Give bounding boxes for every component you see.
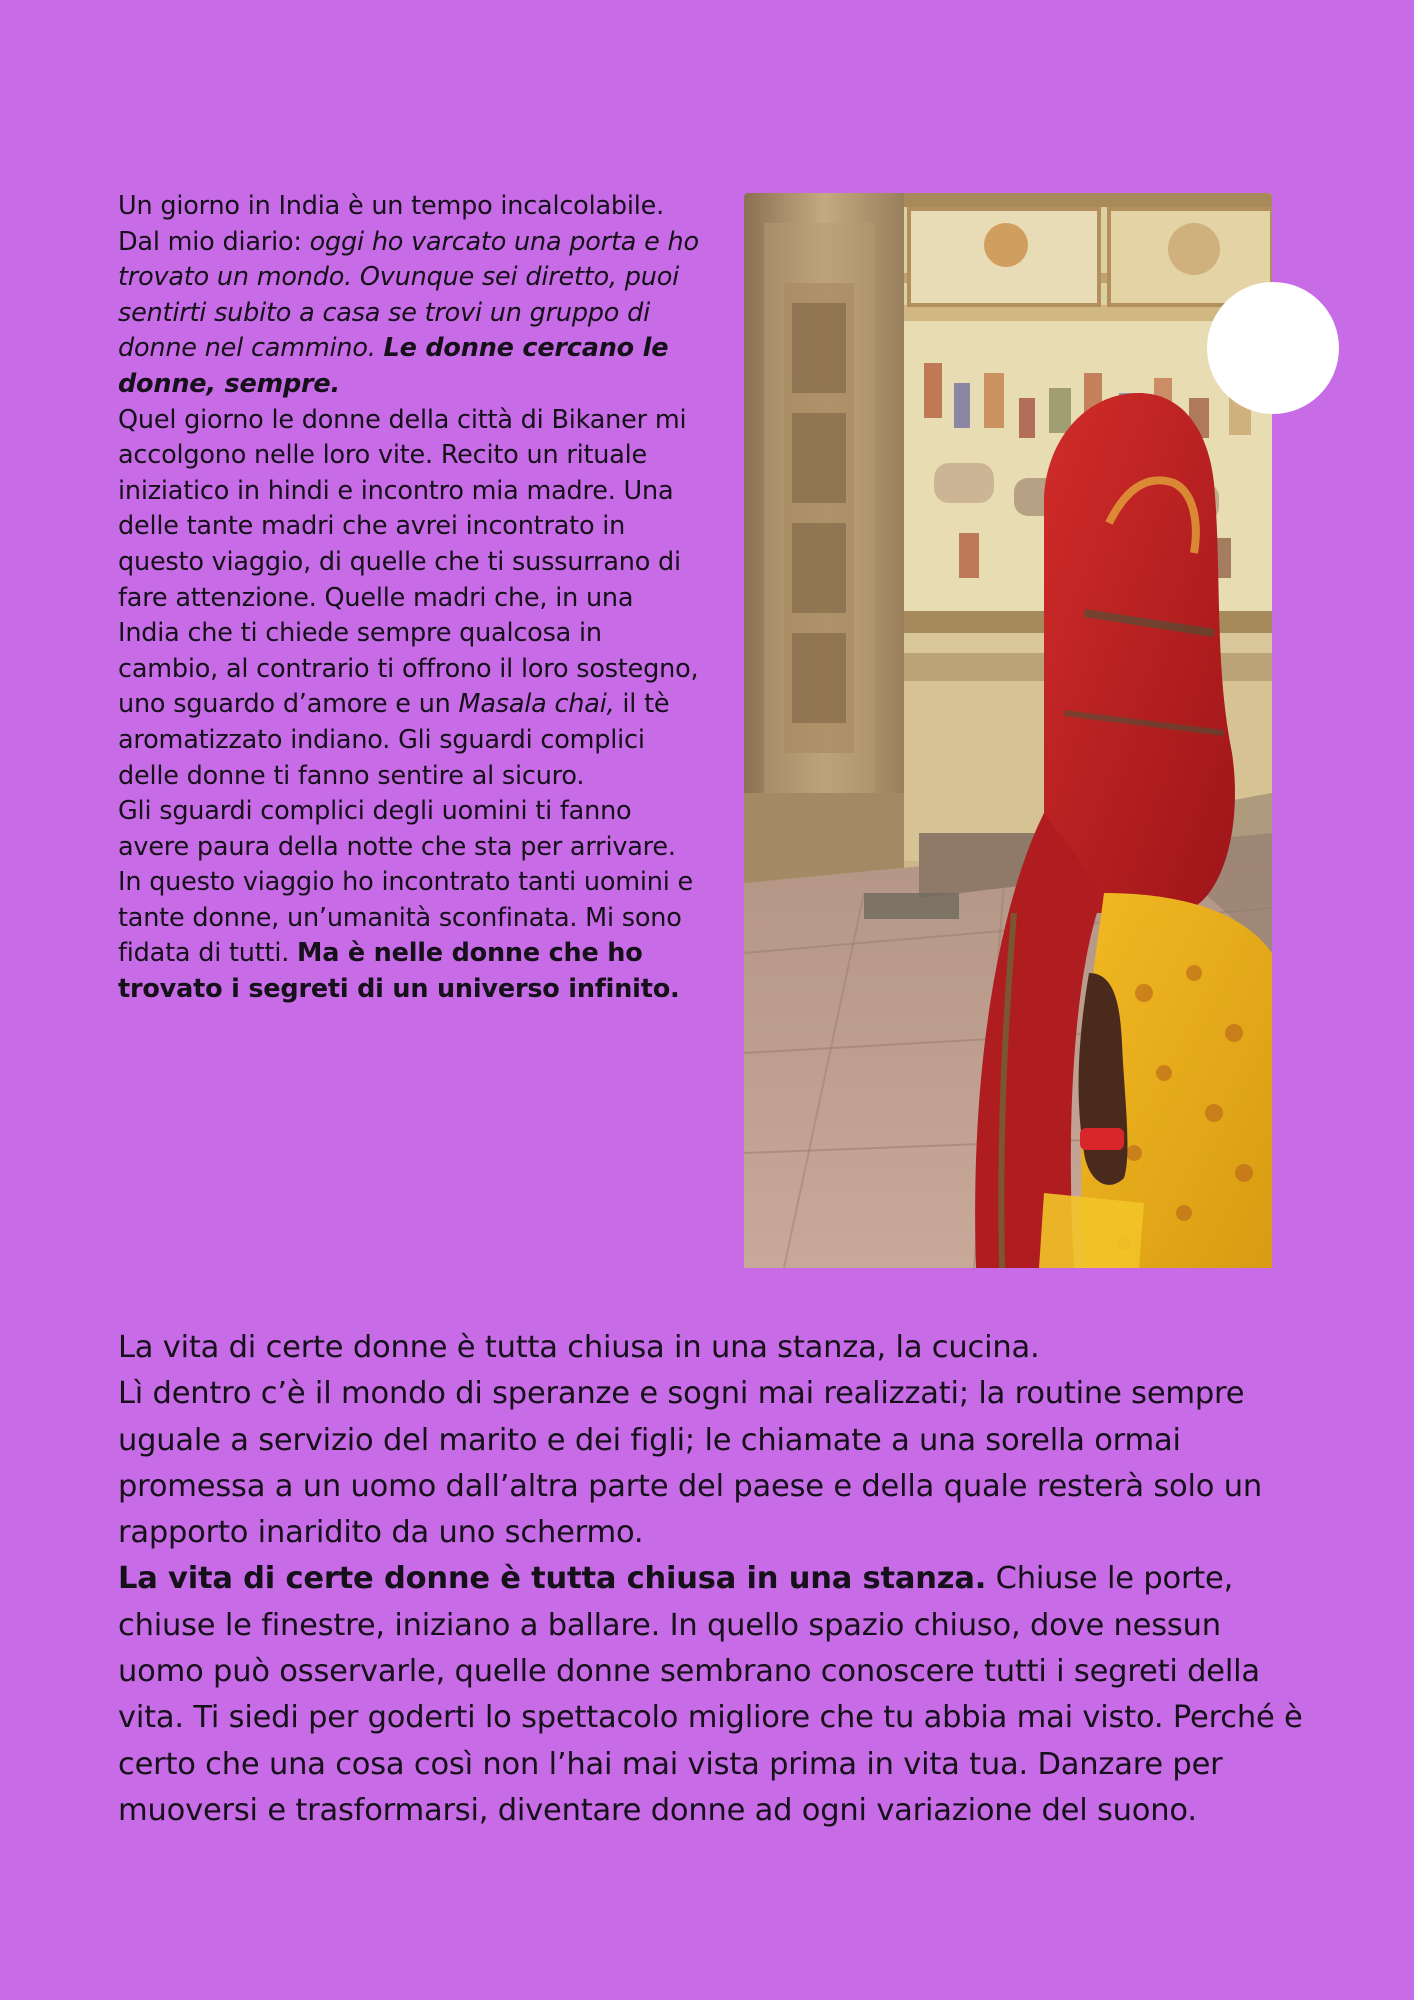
photo-woman-in-sari — [744, 193, 1272, 1268]
body-paragraph-1: La vita di certe donne è tutta chiusa in una stanza, la cucina. — [118, 1330, 1040, 1365]
photo-illustration — [744, 193, 1272, 1268]
body-paragraph-2: Lì dentro c’è il mondo di speranze e sogni mai realizzati; la routine sempre uguale a servizio del marito e dei figli; le chiamate a una sorella ormai promessa a un uomo dall’altra parte del paese e della quale resterà solo un rapporto inaridito da uno schermo. — [118, 1376, 1262, 1551]
white-circle-decoration — [1207, 282, 1339, 414]
body-paragraph-3: La vita di certe donne è tutta chiusa in una stanza. Chiuse le porte, chiuse le finestre, iniziano a ballare. In quello spazio chiuso, dove nessun uomo può osservarle, quelle donne sembrano conoscere tutti i segreti della vita. Ti siedi per goderti lo spettacolo migliore che tu abbia mai visto. Perché è certo che una cosa così non l’hai mai vista prima in vita tua. Danzare per muoversi e trasformarsi, diventare donne ad ogni variazione del suono. — [118, 1561, 1303, 1828]
column-paragraph-1: Un giorno in India è un tempo incalcolabile. Dal mio diario: oggi ho varcato una porta e ho trovato un mondo. Ovunque sei diretto, puoi sentirti subito a casa se trovi un gruppo di donne nel cammino. Le donne cercano le donne, sempre. — [118, 191, 699, 399]
column-paragraph-3: Gli sguardi complici degli uomini ti fanno avere paura della notte che sta per arrivare. — [118, 796, 676, 862]
column-text — [118, 189, 702, 1008]
column-paragraph-4: In questo viaggio ho incontrato tanti uomini e tante donne, un’umanità sconfinata. Mi sono fidata di tutti. Ma è nelle donne che ho trovato i segreti di un universo infinito. — [118, 867, 693, 1005]
body-text — [118, 1325, 1308, 1834]
column-paragraph-2: Quel giorno le donne della città di Bikaner mi accolgono nelle loro vite. Recito un rituale iniziatico in hindi e incontro mia madre. Una delle tante madri che avrei incontrato in questo viaggio, di quelle che ti sussurrano di fare attenzione. Quelle madri che, in una India che ti chiede sempre qualcosa in cambio, al contrario ti offrono il loro sostegno, uno sguardo d’amore e un Masala chai, il tè aromatizzato indiano. Gli sguardi complici delle donne ti fanno sentire al sicuro. — [118, 404, 699, 791]
